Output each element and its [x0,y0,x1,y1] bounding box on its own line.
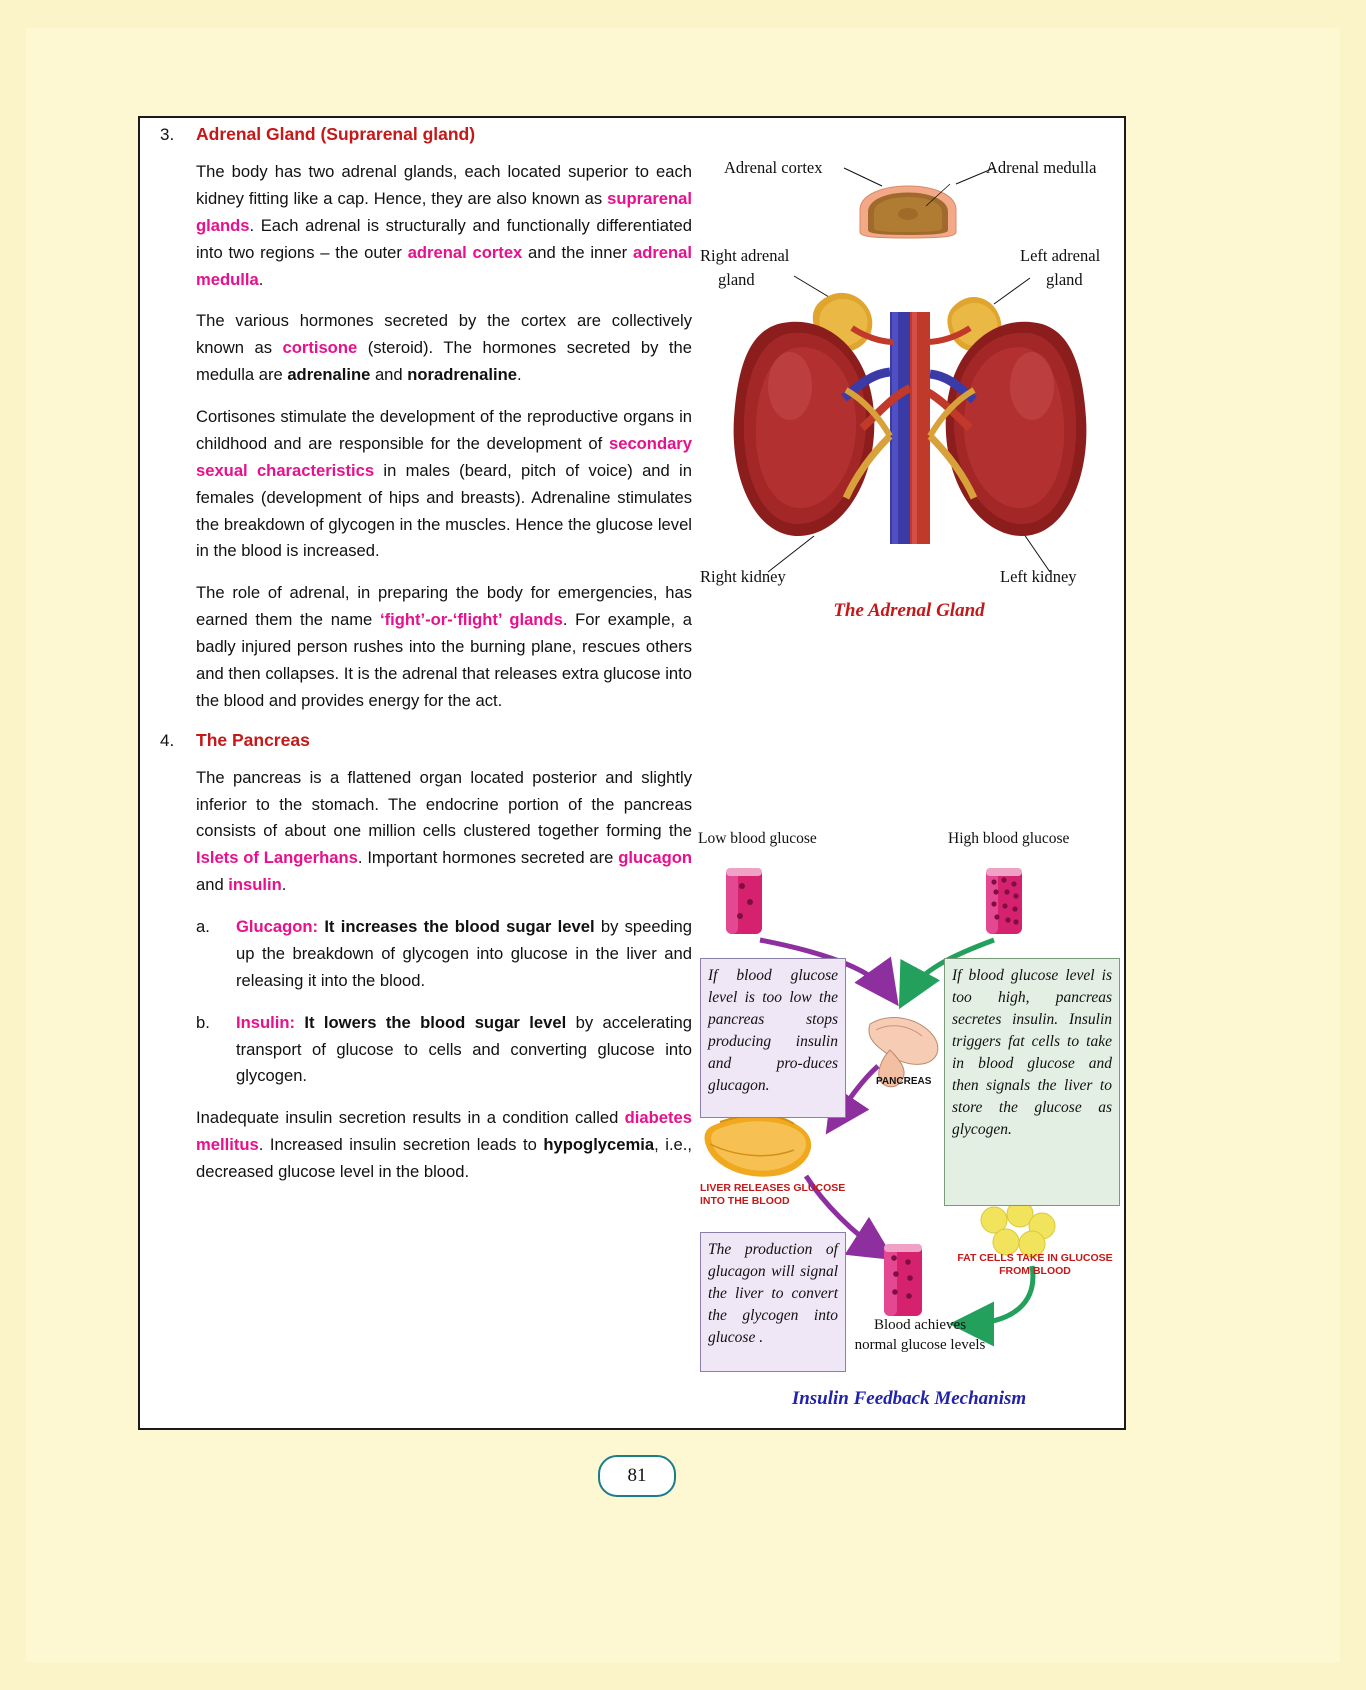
label-adrenal-medulla: Adrenal medulla [986,158,1097,177]
keyword-secondary-sexual-characteristics: secondary sexual characteristics [196,433,692,480]
text-run: by speeding up the breakdown of glycogen into glucose in the liver and releasing it into the blood. [236,917,692,990]
figure-insulin-feedback [694,830,1124,1430]
right-figure-column [694,124,1124,1424]
note-high-glucose: If blood glucose level is too high, pancreas secretes insulin. Insulin triggers fat cells to take in blood glucose and then signals the liver to store the glucose as glycogen. [944,958,1120,1206]
keyword-diabetes-mellitus: diabetes mellitus [196,1108,692,1155]
page-number: 81 [598,1455,676,1497]
text-run-bold: It increases the blood sugar level [318,917,595,936]
text-run: . Increased insulin secretion leads to [258,1135,544,1155]
paragraph-adrenal-1 [152,159,692,293]
text-run: The various hormones secreted by the cortex are collectively known as [196,311,692,358]
text-run: in males (beard, pitch of voice) and in females (development of hips and breasts). Adrenaline stimulates the breakdown of glycogen in the muscles. Hence the glucose level in the blood is increased. [196,460,692,561]
text-run-bold: It lowers the blood sugar level [295,1012,567,1032]
text-run: , i.e., decreased glucose level in the blood. [196,1135,693,1181]
section-title: The Pancreas [196,729,310,750]
text-run: . [281,875,287,895]
paragraph-adrenal-2 [152,308,692,389]
note-low-glucose: If blood glucose level is too low the pancreas stops producing insulin and pro-duces glucagon. [700,958,846,1118]
text-run: . [517,365,522,385]
text-run: by accelerating transport of glucose to cells and converting glucose into glycogen. [236,1012,692,1086]
list-item [152,1010,692,1091]
label-left-kidney: Left kidney [1000,567,1077,586]
text-run: and [196,875,229,895]
label-left-adrenal-gland-line2: gland [1046,270,1083,289]
keyword-adrenaline: adrenaline [287,365,371,385]
label-fat-cells-take-in-glucose: FAT CELLS TAKE IN GLUCOSE FROM BLOOD [957,1252,1113,1278]
paragraph-adrenal-4 [152,580,692,714]
text-run: . Each adrenal is structurally and functionally differentiated into two regions – the outer [196,215,692,262]
term-insulin: Insulin: [236,1012,295,1032]
figure-caption-insulin: Insulin Feedback Mechanism [791,1388,1027,1409]
figure-adrenal-gland [694,124,1124,634]
keyword-adrenal-medulla: adrenal medulla [196,242,693,289]
section-number: 3. [160,125,175,144]
list-marker: a. [196,917,210,936]
keyword-cortisone: cortisone [282,338,358,358]
text-run: and the inner [522,242,633,262]
left-text-column [152,124,692,1424]
text-run: (steroid). The hormones secreted by the medulla are [196,338,692,385]
list-item-body [236,1010,692,1091]
section-heading-adrenal [152,124,692,145]
keyword-glucagon: glucagon [618,848,692,868]
label-liver-releases-glucose: LIVER RELEASES GLUCOSE INTO THE BLOOD [700,1182,846,1208]
text-run: Cortisones stimulate the development of the reproductive organs in childhood and are responsible for the development of [196,407,692,453]
keyword-islets-of-langerhans: Islets of Langerhans [196,848,358,868]
text-run: The pancreas is a flattened organ located posterior and slightly inferior to the stomach. The endocrine portion of the pancreas consists of about one million cells clustered together forming the [196,767,692,841]
text-run: The body has two adrenal glands, each located superior to each kidney fitting like a cap. Hence, they are also known as [196,162,692,208]
label-right-kidney: Right kidney [700,567,786,586]
label-high-blood-glucose: High blood glucose [948,830,1070,847]
label-pancreas: PANCREAS [876,1076,932,1087]
section-heading-pancreas [152,730,692,751]
label-right-adrenal-gland-line1: Right adrenal [700,246,790,265]
paragraph-adrenal-3 [152,404,692,565]
note-glucagon-production: The production of glucagon will signal the liver to convert the glycogen into glucose . [700,1232,846,1372]
text-run: The role of adrenal, in preparing the body for emergencies, has earned them the name [196,583,692,630]
list-marker: b. [196,1012,210,1032]
term-glucagon: Glucagon: [236,917,319,936]
paragraph-pancreas-2 [152,1105,692,1186]
figure-caption-adrenal: The Adrenal Gland [833,600,985,621]
section-number: 4. [160,730,175,750]
text-run: and [370,365,408,385]
keyword-noradrenaline: noradrenaline [407,365,517,385]
label-left-adrenal-gland-line1: Left adrenal [1020,246,1101,265]
keyword-adrenal-cortex: adrenal cortex [407,242,523,262]
keyword-fight-or-flight: ‘fight’-or-‘flight’ glands [379,610,563,630]
text-run: . For example, a badly injured person rushes into the burning plane, rescues others and then collapses. It is the adrenal that releases extra glucose into the blood and provides energy for the act. [196,610,692,710]
keyword-insulin: insulin [228,875,282,895]
text-run: . Important hormones secreted are [357,848,619,868]
list-item [152,914,692,995]
keyword-hypoglycemia: hypoglycemia [543,1135,655,1155]
text-run: . [258,269,264,289]
adrenal-gland-illustration [694,136,1124,576]
text-run: Inadequate insulin secretion results in a condition called [196,1108,625,1128]
section-title: Adrenal Gland (Suprarenal gland) [196,124,476,144]
keyword-suprarenal-glands: suprarenal glands [196,188,692,235]
list-item-body [236,914,692,995]
label-blood-normal-glucose: Blood achieves normal glucose levels [854,1317,986,1353]
paragraph-pancreas-1 [152,765,692,899]
label-low-blood-glucose: Low blood glucose [698,830,817,847]
label-right-adrenal-gland-line2: gland [718,270,755,289]
label-adrenal-cortex: Adrenal cortex [724,158,823,177]
